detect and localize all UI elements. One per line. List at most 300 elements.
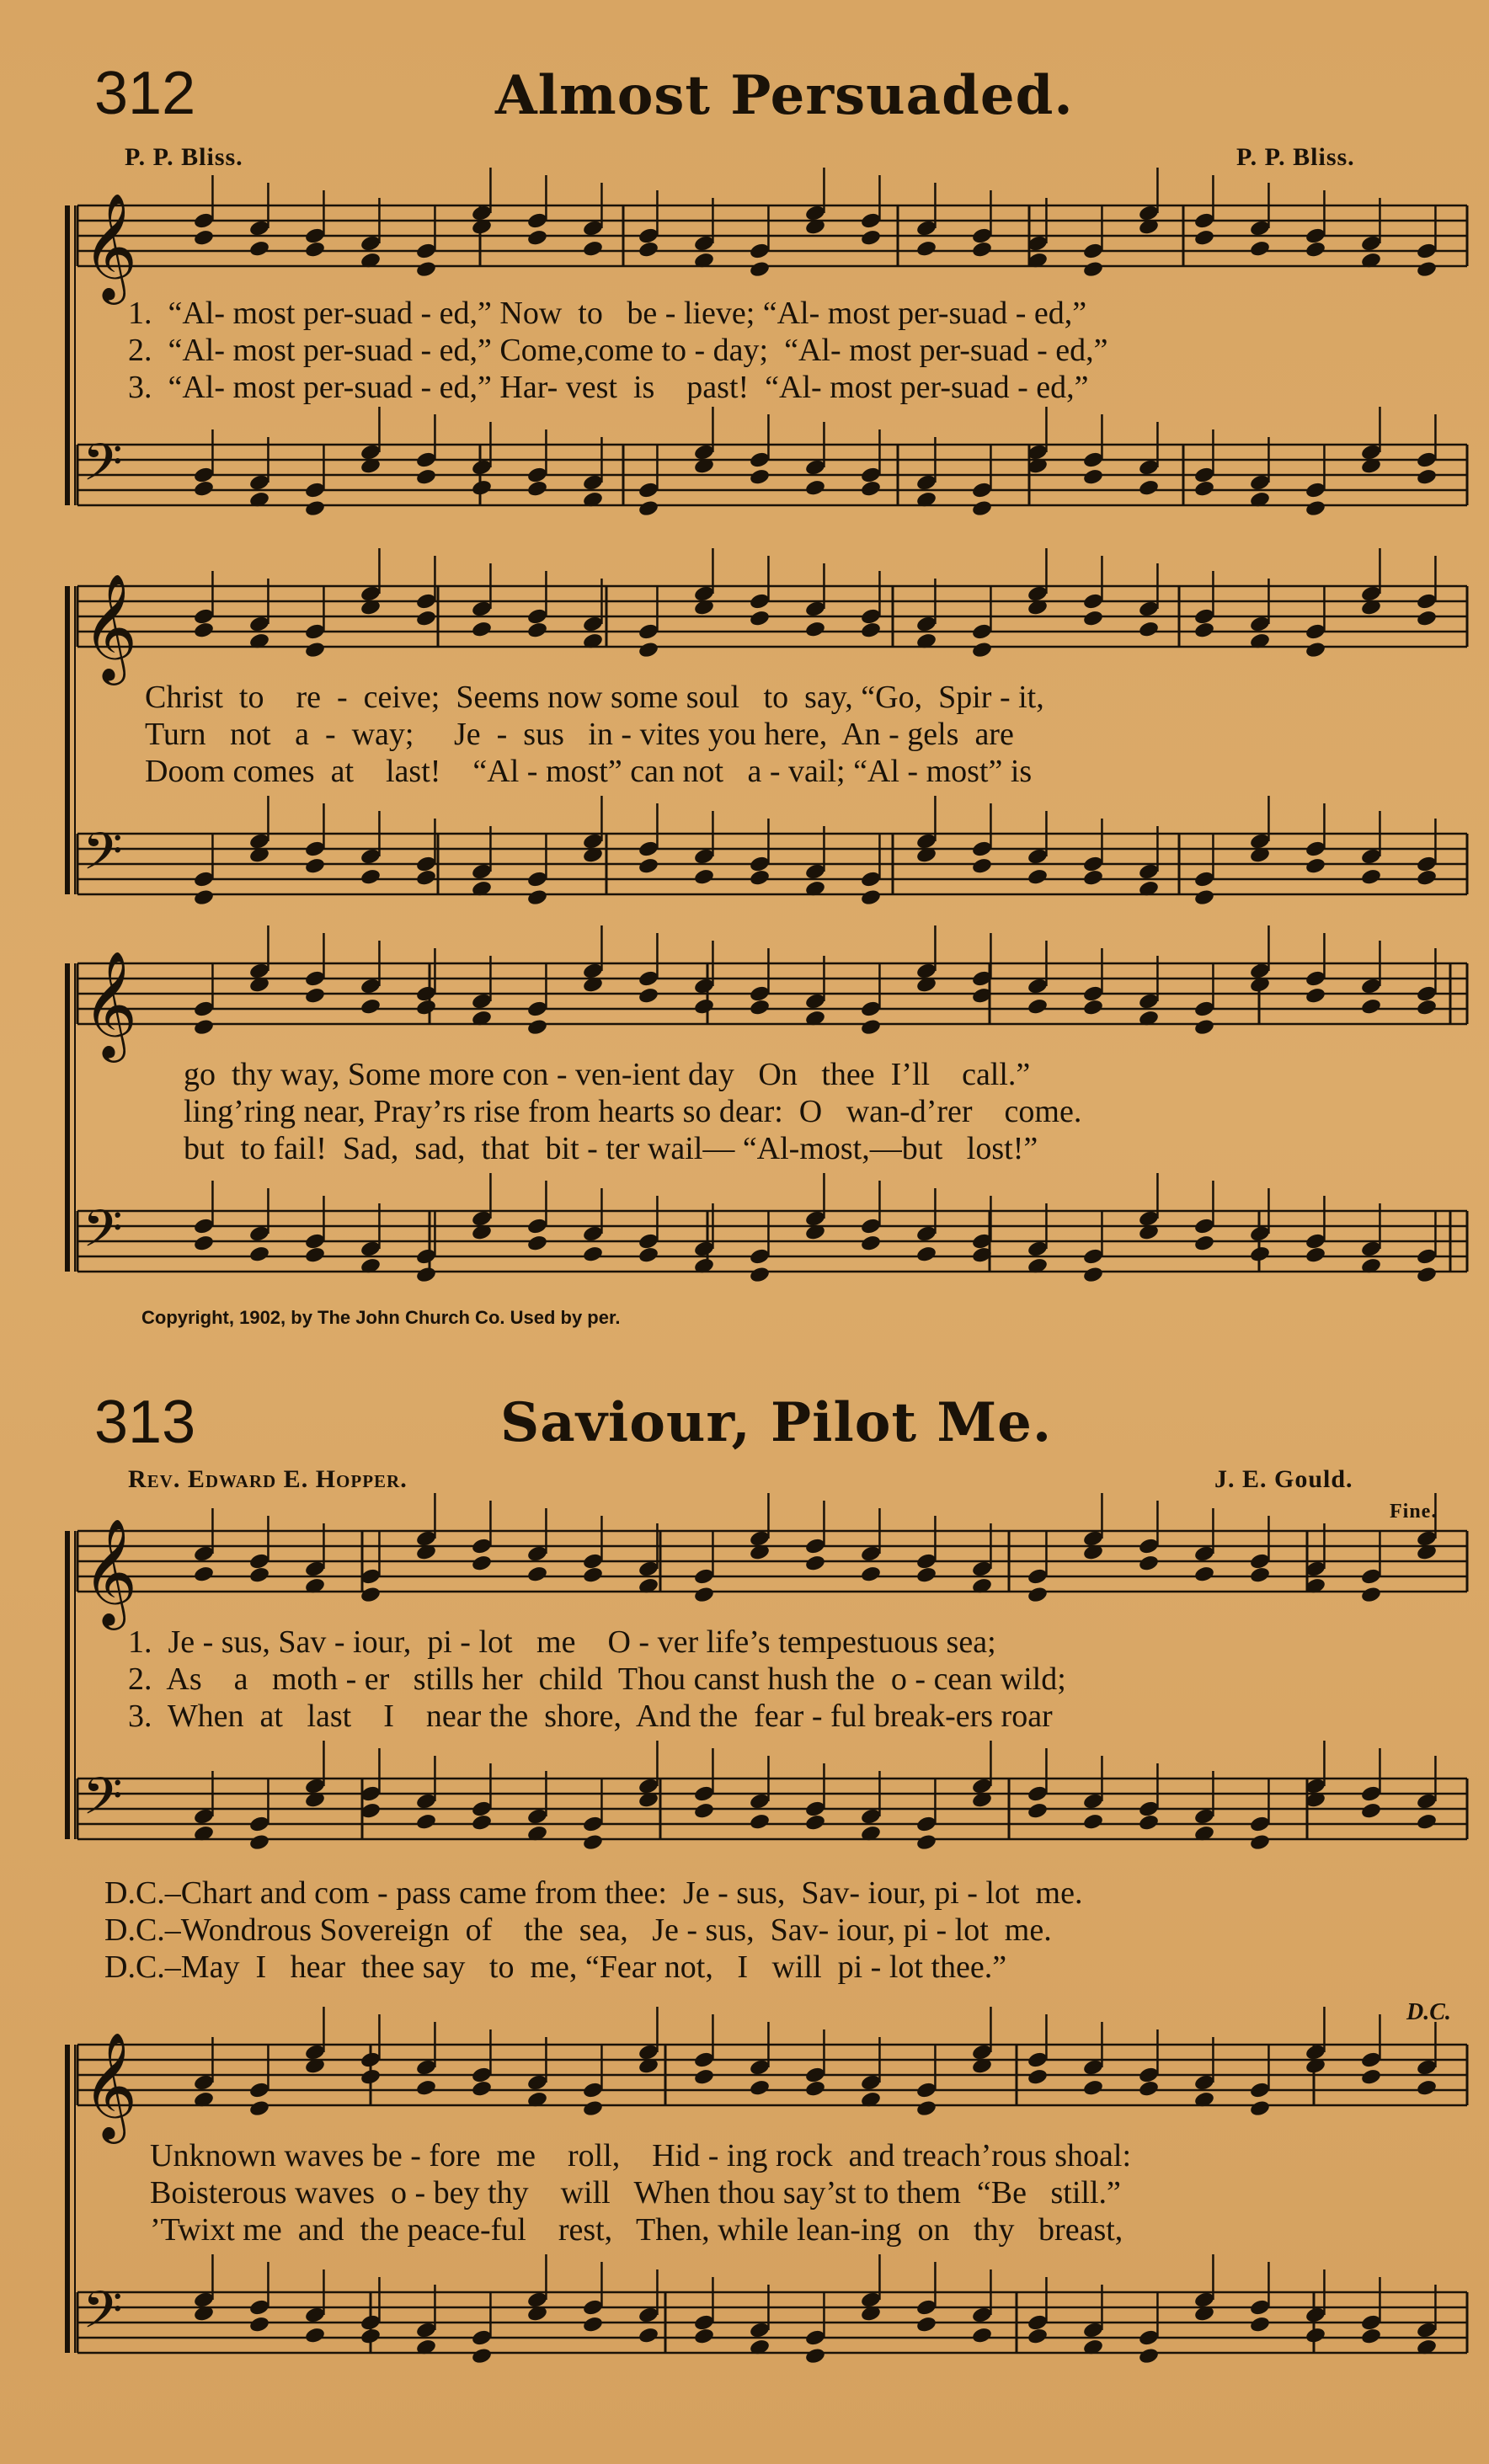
note-head xyxy=(304,2326,326,2344)
note-head xyxy=(415,1247,437,1266)
note-head xyxy=(360,867,382,886)
note-head xyxy=(1305,1245,1326,1264)
note-head xyxy=(749,467,771,486)
note-head xyxy=(1138,2347,1160,2365)
note-head xyxy=(360,2313,382,2332)
treble-clef-icon: 𝄞 xyxy=(83,573,138,680)
note-head xyxy=(860,1018,882,1037)
note-head xyxy=(1138,458,1160,477)
note-head xyxy=(804,478,826,497)
note-head xyxy=(638,240,659,259)
note-head xyxy=(804,2079,826,2098)
note-head xyxy=(749,451,771,469)
note-head xyxy=(582,1245,604,1263)
note-head xyxy=(804,2328,826,2347)
note-head xyxy=(1082,609,1104,627)
note-head xyxy=(971,840,993,858)
note-head xyxy=(1193,1217,1215,1235)
note-head xyxy=(1138,204,1160,222)
note-head xyxy=(1249,473,1271,492)
note-head xyxy=(915,962,937,980)
note-head xyxy=(1416,868,1438,887)
note-head xyxy=(915,2099,937,2118)
note-head xyxy=(471,862,493,881)
note-head xyxy=(1416,855,1438,873)
note-head xyxy=(1360,584,1382,603)
note-head xyxy=(804,1209,826,1228)
note-head xyxy=(415,1792,437,1811)
lyric-line: 2. “Al- most per-suad - ed,” Come,come to - day; “Al- most per-suad - ed,” xyxy=(128,333,1108,368)
note-head xyxy=(749,1529,771,1548)
note-head xyxy=(248,962,270,980)
note-head xyxy=(1360,847,1382,866)
fine-mark: Fine. xyxy=(1390,1501,1438,1523)
note-head xyxy=(804,862,826,881)
note-head xyxy=(638,499,659,518)
note-head xyxy=(1082,2321,1104,2339)
note-head xyxy=(193,888,215,907)
note-head xyxy=(1193,1807,1215,1826)
note-head xyxy=(860,1000,882,1018)
note-head xyxy=(415,2321,437,2339)
note-head xyxy=(1082,2058,1104,2077)
note-head xyxy=(471,1800,493,1818)
note-head xyxy=(1249,219,1271,237)
note-head xyxy=(1305,856,1326,875)
note-head xyxy=(1082,1266,1104,1284)
note-head xyxy=(1360,1567,1382,1586)
lyric-line: 1. Je - sus, Sav - iour, pi - lot me O - ver life’s tempestuous sea; xyxy=(128,1624,996,1660)
note-head xyxy=(471,2079,493,2098)
note-head xyxy=(860,607,882,626)
note-head xyxy=(1416,2321,1438,2339)
note-head xyxy=(1193,466,1215,484)
note-head xyxy=(1249,962,1271,980)
note-head xyxy=(1305,622,1326,641)
note-head xyxy=(304,2043,326,2061)
note-head xyxy=(1193,2073,1215,2092)
note-head xyxy=(860,888,882,907)
note-head xyxy=(1305,481,1326,499)
note-head xyxy=(1138,992,1160,1011)
note-head xyxy=(915,2298,937,2317)
note-head xyxy=(1416,609,1438,627)
bass-clef-icon: 𝄢 xyxy=(83,2280,123,2353)
note-head xyxy=(471,620,493,638)
note-head xyxy=(304,641,326,659)
note-head xyxy=(415,1529,437,1548)
note-head xyxy=(693,997,715,1016)
bass-clef-icon: 𝄢 xyxy=(83,1767,123,1839)
note-head xyxy=(971,2306,993,2324)
note-head xyxy=(526,1807,548,1826)
lyric-line: 1. “Al- most per-suad - ed,” Now to be - lieve; “Al- most per-suad - ed,” xyxy=(128,296,1087,331)
note-head xyxy=(804,992,826,1011)
note-head xyxy=(526,1544,548,1563)
note-head xyxy=(1416,1792,1438,1811)
note-head xyxy=(1082,1792,1104,1811)
note-head xyxy=(304,499,326,518)
note-head xyxy=(1416,467,1438,486)
note-head xyxy=(471,1554,493,1572)
note-head xyxy=(1027,584,1049,603)
note-head xyxy=(1360,1240,1382,1258)
note-head xyxy=(860,1544,882,1563)
note-head xyxy=(304,1560,326,1578)
note-head xyxy=(360,2327,382,2345)
note-head xyxy=(860,466,882,484)
note-head xyxy=(1249,1565,1271,1584)
treble-clef-icon: 𝄞 xyxy=(83,192,138,300)
note-head xyxy=(582,2099,604,2118)
note-head xyxy=(971,227,993,245)
note-head xyxy=(915,1245,937,1263)
note-head xyxy=(1082,467,1104,486)
note-head xyxy=(360,2067,382,2086)
note-head xyxy=(248,239,270,258)
note-head xyxy=(971,2326,993,2344)
note-head xyxy=(1360,1784,1382,1803)
lyric-line: Turn not a - way; Je - sus in - vites you here, An - gels are xyxy=(145,717,1014,752)
note-head xyxy=(415,1812,437,1831)
treble-clef-icon: 𝄞 xyxy=(83,950,138,1058)
note-head xyxy=(1193,621,1215,639)
lyric-line: Unknown waves be - fore me roll, Hid - ing rock and treach’rous shoal: xyxy=(150,2138,1132,2173)
note-head xyxy=(1249,1815,1271,1833)
note-head xyxy=(1416,2058,1438,2077)
note-head xyxy=(1027,997,1049,1016)
note-head xyxy=(582,1815,604,1833)
note-head xyxy=(915,832,937,851)
note-head xyxy=(749,260,771,279)
note-head xyxy=(193,1544,215,1563)
note-head xyxy=(471,478,493,497)
note-head xyxy=(1138,1209,1160,1228)
note-head xyxy=(248,832,270,851)
note-head xyxy=(1416,984,1438,1003)
note-head xyxy=(1027,2067,1049,2086)
note-head xyxy=(1138,862,1160,881)
note-head xyxy=(1193,2291,1215,2309)
note-head xyxy=(1249,2099,1271,2118)
note-head xyxy=(415,2078,437,2097)
note-head xyxy=(1027,1240,1049,1258)
note-head xyxy=(471,1813,493,1832)
note-head xyxy=(582,2081,604,2099)
note-head xyxy=(1416,260,1438,279)
note-head xyxy=(582,615,604,633)
note-head xyxy=(638,856,659,875)
note-head xyxy=(360,443,382,461)
lyric-line: ’Twixt me and the peace-ful rest, Then, while lean-ing on thy breast, xyxy=(150,2212,1123,2248)
note-head xyxy=(304,481,326,499)
note-head xyxy=(693,847,715,866)
note-head xyxy=(804,600,826,618)
bass-clef-icon: 𝄢 xyxy=(83,1199,123,1272)
note-head xyxy=(971,622,993,641)
note-head xyxy=(526,211,548,230)
note-head xyxy=(804,1813,826,1832)
note-head xyxy=(915,2081,937,2099)
note-head xyxy=(1249,239,1271,258)
note-head xyxy=(1305,499,1326,518)
note-head xyxy=(1138,2079,1160,2098)
note-head xyxy=(304,240,326,259)
note-head xyxy=(804,1554,826,1572)
note-head xyxy=(415,242,437,260)
note-head xyxy=(1249,1224,1271,1243)
note-head xyxy=(638,1777,659,1795)
note-head xyxy=(193,1234,215,1252)
note-head xyxy=(971,856,993,875)
note-head xyxy=(582,832,604,851)
note-head xyxy=(860,1565,882,1583)
note-head xyxy=(1193,479,1215,498)
lyric-line: Christ to re - ceive; Seems now some soul to say, “Go, Spir - it, xyxy=(145,680,1044,715)
note-head xyxy=(582,2315,604,2333)
note-head xyxy=(248,1833,270,1852)
note-head xyxy=(749,1247,771,1266)
note-head xyxy=(915,1224,937,1243)
note-head xyxy=(1360,2067,1382,2086)
note-head xyxy=(915,1552,937,1571)
note-head xyxy=(1027,867,1049,886)
note-head xyxy=(971,240,993,259)
note-head xyxy=(193,870,215,888)
note-head xyxy=(415,855,437,873)
bass-clef-icon: 𝄢 xyxy=(83,822,123,894)
bass-clef-icon: 𝄢 xyxy=(83,433,123,505)
hymn-number: 313 xyxy=(94,1389,196,1456)
note-head xyxy=(1138,1554,1160,1572)
note-head xyxy=(749,2321,771,2339)
note-head xyxy=(415,2058,437,2077)
note-head xyxy=(638,1232,659,1251)
note-head xyxy=(415,451,437,469)
note-head xyxy=(804,1537,826,1555)
note-head xyxy=(526,1018,548,1037)
note-head xyxy=(1082,868,1104,887)
note-head xyxy=(971,2043,993,2061)
note-head xyxy=(526,1565,548,1583)
note-head xyxy=(1360,443,1382,461)
note-head xyxy=(471,2066,493,2084)
note-head xyxy=(415,998,437,1016)
note-head xyxy=(693,234,715,253)
note-head xyxy=(248,2081,270,2099)
note-head xyxy=(582,1552,604,1571)
note-head xyxy=(1305,641,1326,659)
note-head xyxy=(638,2306,659,2324)
note-head xyxy=(693,1784,715,1803)
note-head xyxy=(693,1240,715,1258)
note-head xyxy=(1027,847,1049,866)
note-head xyxy=(749,868,771,887)
note-head xyxy=(582,239,604,258)
note-head xyxy=(693,2313,715,2332)
note-head xyxy=(804,620,826,638)
dc-mark: D.C. xyxy=(1406,1999,1451,2025)
note-head xyxy=(1305,840,1326,858)
note-head xyxy=(1193,1000,1215,1018)
note-head xyxy=(248,1245,270,1263)
treble-clef-icon: 𝄞 xyxy=(83,1517,138,1625)
note-head xyxy=(1249,615,1271,633)
note-head xyxy=(749,242,771,260)
note-head xyxy=(1416,451,1438,469)
note-head xyxy=(526,607,548,626)
words-credit: P. P. Bliss. xyxy=(125,143,243,171)
note-head xyxy=(1027,1784,1049,1803)
note-head xyxy=(471,1537,493,1555)
note-head xyxy=(693,584,715,603)
note-head xyxy=(749,609,771,627)
note-head xyxy=(638,1560,659,1578)
note-head xyxy=(1138,1813,1160,1832)
note-head xyxy=(860,479,882,498)
note-head xyxy=(1360,867,1382,886)
note-head xyxy=(971,1777,993,1795)
note-head xyxy=(1416,592,1438,611)
note-head xyxy=(860,228,882,247)
note-head xyxy=(471,458,493,477)
note-head xyxy=(1360,1586,1382,1604)
note-head xyxy=(638,641,659,659)
note-head xyxy=(526,621,548,639)
note-head xyxy=(582,2298,604,2317)
note-head xyxy=(1138,600,1160,618)
note-head xyxy=(638,481,659,499)
note-head xyxy=(1027,1586,1049,1604)
note-head xyxy=(804,458,826,477)
dc-lyric-line: D.C.–May I hear thee say to me, “Fear not, I will pi - lot thee.” xyxy=(104,1949,1007,1985)
note-head xyxy=(526,870,548,888)
note-head xyxy=(638,969,659,988)
music-credit: P. P. Bliss. xyxy=(1236,143,1355,171)
note-head xyxy=(1082,998,1104,1016)
note-head xyxy=(526,2073,548,2092)
note-head xyxy=(304,969,326,988)
note-head xyxy=(1193,1565,1215,1583)
hymn-title: Almost Persuaded. xyxy=(495,64,1074,127)
note-head xyxy=(693,1567,715,1586)
note-head xyxy=(860,1807,882,1826)
note-head xyxy=(693,443,715,461)
note-head xyxy=(1360,234,1382,253)
note-head xyxy=(471,2347,493,2365)
note-head xyxy=(471,600,493,618)
note-head xyxy=(1027,977,1049,995)
note-head xyxy=(971,1560,993,1578)
note-head xyxy=(360,584,382,603)
note-head xyxy=(1416,242,1438,260)
note-head xyxy=(1360,997,1382,1016)
note-head xyxy=(248,1815,270,1833)
note-head xyxy=(1193,870,1215,888)
lyric-line: 3. When at last I near the shore, And the fear - ful break-ers roar xyxy=(128,1699,1053,1734)
note-head xyxy=(1082,1529,1104,1548)
note-head xyxy=(1249,2298,1271,2317)
lyric-line: 3. “Al- most per-suad - ed,” Har- vest is past! “Al- most per-suad - ed,” xyxy=(128,370,1089,405)
note-head xyxy=(971,499,993,518)
note-head xyxy=(304,986,326,1005)
note-head xyxy=(915,473,937,492)
note-head xyxy=(360,2051,382,2069)
note-head xyxy=(1082,2078,1104,2097)
note-head xyxy=(304,1245,326,1264)
note-head xyxy=(638,2043,659,2061)
note-head xyxy=(915,1833,937,1852)
note-head xyxy=(304,227,326,245)
note-head xyxy=(1193,1234,1215,1252)
note-head xyxy=(1249,2081,1271,2099)
hymn-number: 312 xyxy=(94,60,196,127)
note-head xyxy=(360,977,382,995)
note-head xyxy=(1138,1537,1160,1555)
note-head xyxy=(693,867,715,886)
note-head xyxy=(248,1565,270,1584)
note-head xyxy=(1416,1529,1438,1548)
note-head xyxy=(860,870,882,888)
note-head xyxy=(248,1224,270,1243)
note-head xyxy=(304,1777,326,1795)
note-head xyxy=(1305,2043,1326,2061)
note-head xyxy=(1360,2313,1382,2332)
note-head xyxy=(415,609,437,627)
note-head xyxy=(1249,2315,1271,2333)
dc-lyric-line: D.C.–Wondrous Sovereign of the sea, Je - sus, Sav- iour, pi - lot me. xyxy=(104,1912,1052,1948)
note-head xyxy=(1249,1833,1271,1852)
note-head xyxy=(1138,2328,1160,2347)
note-head xyxy=(526,2291,548,2309)
note-head xyxy=(193,479,215,498)
note-head xyxy=(1082,260,1104,279)
note-head xyxy=(1249,1552,1271,1571)
note-head xyxy=(693,1586,715,1604)
note-head xyxy=(248,473,270,492)
note-head xyxy=(415,868,437,887)
note-head xyxy=(1305,2306,1326,2324)
note-head xyxy=(1082,242,1104,260)
note-head xyxy=(1360,2327,1382,2345)
note-head xyxy=(526,1234,548,1252)
note-head xyxy=(415,260,437,279)
note-head xyxy=(304,1232,326,1251)
note-head xyxy=(1249,832,1271,851)
note-head xyxy=(415,467,437,486)
note-head xyxy=(915,219,937,237)
note-head xyxy=(304,856,326,875)
note-head xyxy=(582,1833,604,1852)
note-head xyxy=(1027,1801,1049,1820)
note-head xyxy=(193,1807,215,1826)
note-head xyxy=(915,2315,937,2333)
note-head xyxy=(1138,620,1160,638)
note-head xyxy=(915,239,937,258)
note-head xyxy=(693,2051,715,2069)
note-head xyxy=(526,479,548,498)
note-head xyxy=(860,1234,882,1252)
note-head xyxy=(582,962,604,980)
note-head xyxy=(1027,2313,1049,2332)
note-head xyxy=(582,473,604,492)
note-head xyxy=(1082,451,1104,469)
note-head xyxy=(248,2099,270,2118)
note-head xyxy=(1193,1018,1215,1037)
note-head xyxy=(526,888,548,907)
note-head xyxy=(1082,592,1104,611)
lyric-line: ling’ring near, Pray’rs rise from hearts so dear: O wan-d’rer come. xyxy=(184,1094,1082,1129)
